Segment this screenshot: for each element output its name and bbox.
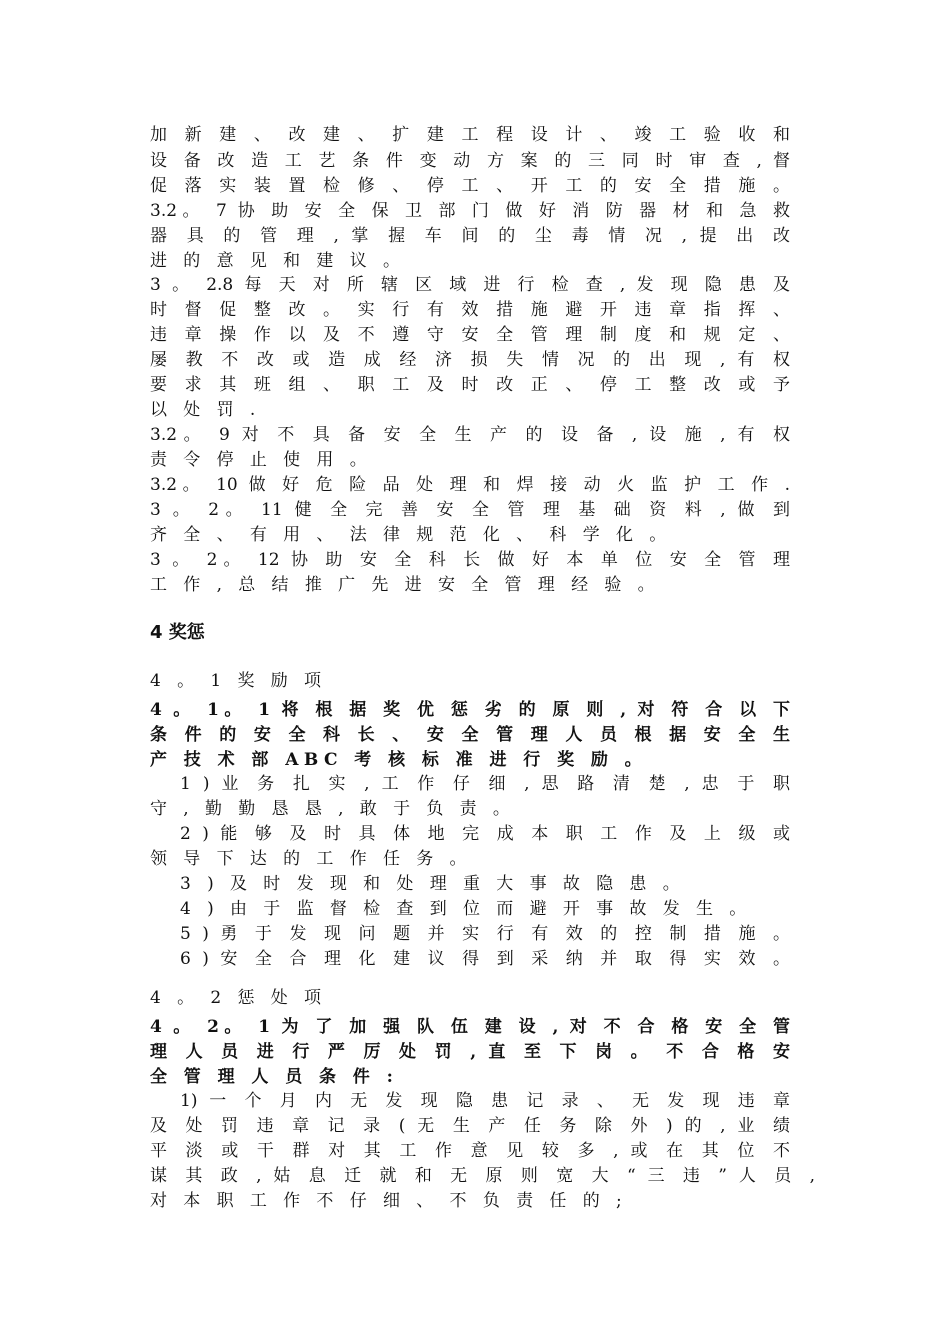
paragraph-line: 3.2。 9 对 不 具 备 安 全 生 产 的 设 备 , 设 施 , 有 权 <box>150 425 790 445</box>
reward-intro-line: 条 件 的 安 全 科 长 、 安 全 管 理 人 员 根 据 安 全 生 <box>150 725 790 745</box>
paragraph-line: 3 。 2。 11 健 全 完 善 安 全 管 理 基 础 资 料 , 做 到 <box>150 500 790 520</box>
reward-item: 5 ) 勇 于 发 现 问 题 并 实 行 有 效 的 控 制 措 施 。 <box>180 924 790 944</box>
paragraph-line: 责 令 停 止 使 用 。 <box>150 450 373 470</box>
reward-item: 1 ) 业 务 扎 实 , 工 作 仔 细 , 思 路 清 楚 , 忠 于 职 <box>180 774 790 794</box>
paragraph-line: 3 。 2.8 每 天 对 所 辖 区 域 进 行 检 查 , 发 现 隐 患 及 <box>150 275 790 295</box>
penalty-intro-line: 全 管 理 人 员 条 件 : <box>150 1067 399 1087</box>
penalty-intro-line: 理 人 员 进 行 严 厉 处 罚 , 直 至 下 岗 。 不 合 格 安 <box>150 1042 790 1062</box>
reward-intro-line: 产 技 术 部 ABC 考 核 标 准 进 行 奖 励 。 <box>150 750 648 770</box>
paragraph-line: 要 求 其 班 组 、 职 工 及 时 改 正 、 停 工 整 改 或 予 <box>150 375 790 395</box>
penalty-item: 及 处 罚 违 章 记 录 ( 无 生 产 任 务 除 外 ) 的 , 业 绩 <box>150 1116 790 1136</box>
paragraph-line: 加 新 建 、 改 建 、 扩 建 工 程 设 计 、 竣 工 验 收 和 <box>150 125 790 145</box>
reward-item: 领 导 下 达 的 工 作 任 务 。 <box>150 849 472 869</box>
reward-item: 4 ) 由 于 监 督 检 查 到 位 而 避 开 事 故 发 生 。 <box>180 899 752 919</box>
reward-item: 守 , 勤 勤 恳 恳 , 敢 于 负 责 。 <box>150 799 516 819</box>
paragraph-line: 进 的 意 见 和 建 议 。 <box>150 251 406 271</box>
paragraph-line: 齐 全 、 有 用 、 法 律 规 范 化 、 科 学 化 。 <box>150 525 672 545</box>
reward-intro-line: 4 。 1。 1 将 根 据 奖 优 惩 劣 的 原 则 , 对 符 合 以 下 <box>150 700 790 720</box>
paragraph-line: 3 。 2。 12 协 助 安 全 科 长 做 好 本 单 位 安 全 管 理 <box>150 550 790 570</box>
paragraph-line: 器 具 的 管 理 , 掌 握 车 间 的 尘 毒 情 况 , 提 出 改 <box>150 226 790 246</box>
paragraph-line: 3.2。 10 做 好 危 险 品 处 理 和 焊 接 动 火 监 护 工 作 . <box>150 475 790 495</box>
section-heading: 4 奖惩 <box>150 622 205 643</box>
paragraph-line: 设 备 改 造 工 艺 条 件 变 动 方 案 的 三 同 时 审 查 , 督 <box>150 151 790 171</box>
penalty-item: 谋 其 政 , 姑 息 迁 就 和 无 原 则 宽 大 “ 三 违 ” 人 员 , <box>150 1166 815 1186</box>
paragraph-line: 以 处 罚 . <box>150 400 261 420</box>
paragraph-line: 屡 教 不 改 或 造 成 经 济 损 失 情 况 的 出 现 , 有 权 <box>150 350 790 370</box>
paragraph-line: 3.2。 7 协 助 安 全 保 卫 部 门 做 好 消 防 器 材 和 急 救 <box>150 201 790 221</box>
subsection-title-reward: 4 。 1 奖 励 项 <box>150 671 327 691</box>
subsection-title-penalty: 4 。 2 惩 处 项 <box>150 988 327 1008</box>
paragraph-line: 违 章 操 作 以 及 不 遵 守 安 全 管 理 制 度 和 规 定 、 <box>150 325 790 345</box>
reward-item: 2 ) 能 够 及 时 具 体 地 完 成 本 职 工 作 及 上 级 或 <box>180 824 790 844</box>
penalty-intro-line: 4 。 2。 1 为 了 加 强 队 伍 建 设 , 对 不 合 格 安 全 管 <box>150 1017 790 1037</box>
paragraph-line: 工 作 , 总 结 推 广 先 进 安 全 管 理 经 验 。 <box>150 575 661 595</box>
penalty-item: 平 淡 或 干 群 对 其 工 作 意 见 较 多 , 或 在 其 位 不 <box>150 1141 790 1161</box>
penalty-item: 1) 一 个 月 内 无 发 现 隐 患 记 录 、 无 发 现 违 章 <box>180 1091 790 1111</box>
reward-item: 3 ) 及 时 发 现 和 处 理 重 大 事 故 隐 患 。 <box>180 874 686 894</box>
penalty-item: 对 本 职 工 作 不 仔 细 、 不 负 责 任 的 ; <box>150 1191 628 1211</box>
paragraph-line: 促 落 实 装 置 检 修 、 停 工 、 开 工 的 安 全 措 施 。 <box>150 176 790 196</box>
reward-item: 6 ) 安 全 合 理 化 建 议 得 到 采 纳 并 取 得 实 效 。 <box>180 949 790 969</box>
paragraph-line: 时 督 促 整 改 。 实 行 有 效 措 施 避 开 违 章 指 挥 、 <box>150 300 790 320</box>
